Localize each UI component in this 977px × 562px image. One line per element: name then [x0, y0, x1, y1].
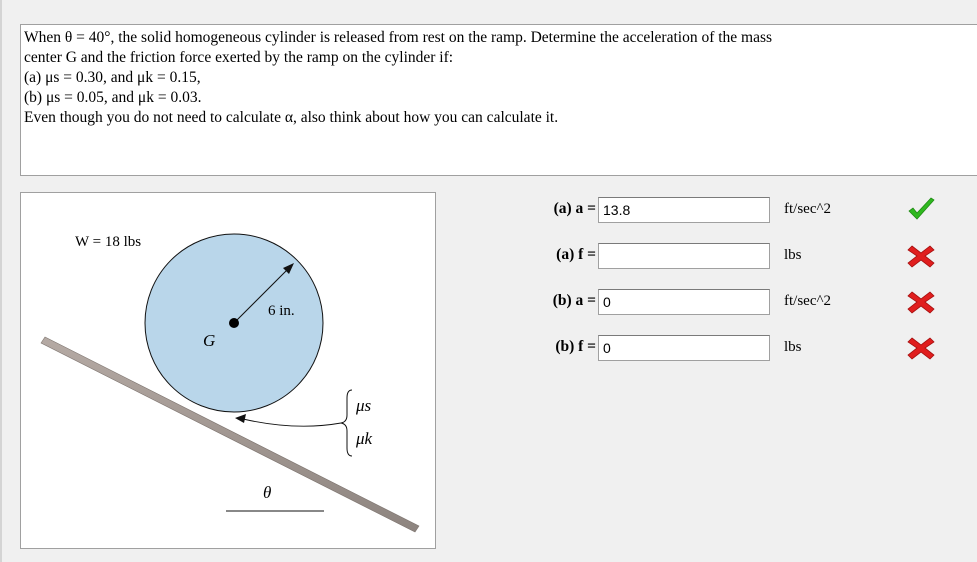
unit-label: lbs — [784, 339, 802, 355]
answer-row-b-friction — [536, 334, 946, 362]
checkmark-icon — [906, 196, 936, 224]
cross-icon — [906, 288, 936, 316]
radius-label: 6 in. — [268, 303, 295, 319]
accel-b-input[interactable] — [598, 289, 770, 315]
angle-label: θ — [263, 483, 272, 502]
answer-row-a-accel — [536, 196, 946, 224]
friction-arrow — [243, 419, 341, 426]
center-label: G — [203, 331, 216, 350]
problem-line-4: (b) μs = 0.05, and μk = 0.03. — [24, 89, 202, 106]
mu-k-label: μk — [356, 429, 373, 448]
figure-drawing — [21, 193, 437, 550]
mu-s-label: μs — [356, 396, 372, 415]
friction-b-input[interactable] — [598, 335, 770, 361]
unit-label: ft/sec^2 — [784, 293, 832, 309]
answer-label: (a) a = — [553, 200, 596, 217]
mu-brace — [341, 390, 352, 456]
problem-line-2: center G and the friction force exerted by the ramp on the cylinder if: — [24, 49, 454, 66]
problem-line-3: (a) μs = 0.30, and μk = 0.15, — [24, 69, 201, 86]
answer-row-b-accel — [536, 288, 946, 316]
friction-arrowhead — [235, 414, 246, 423]
accel-a-input[interactable] — [598, 197, 770, 223]
friction-a-input[interactable] — [598, 243, 770, 269]
cross-icon — [906, 334, 936, 362]
cross-icon — [906, 242, 936, 270]
unit-label: lbs — [784, 247, 802, 263]
problem-statement — [20, 24, 977, 176]
weight-label: W = 18 lbs — [75, 234, 142, 250]
problem-line-5: Even though you do not need to calculate α, also think about how you can calculate it. — [24, 109, 559, 126]
left-border — [0, 0, 2, 562]
problem-line-1: When θ = 40°, the solid homogeneous cylinder is released from rest on the ramp. Determine the acceleration of the mass — [24, 29, 773, 46]
answer-label: (b) f = — [555, 338, 596, 355]
center-point — [229, 318, 239, 328]
unit-label: ft/sec^2 — [784, 201, 832, 217]
cylinder-figure — [20, 192, 436, 549]
answer-label: (b) a = — [552, 292, 596, 309]
answer-row-a-friction — [536, 242, 946, 270]
answer-label: (a) f = — [556, 246, 596, 263]
